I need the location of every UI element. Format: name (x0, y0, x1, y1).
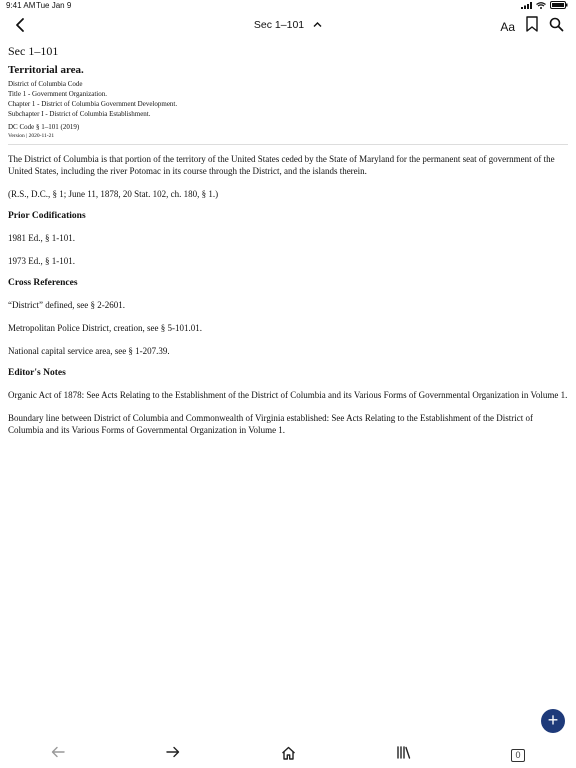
prior-codifications-heading: Prior Codifications (8, 211, 86, 221)
editor-note: Boundary line between District of Columbia and Commonwealth of Virginia established: See Acts Relating to the Establishment of the District of Columbia and its Various Forms of Governmental Organization in Volume 1. (8, 413, 534, 435)
plus-icon: + (547, 710, 559, 730)
version: Version | 2020-11-21 (8, 133, 55, 139)
add-button[interactable] (541, 709, 565, 733)
prior-codification: 1973 Ed., § 1-101. (8, 256, 75, 266)
battery-icon (550, 1, 568, 9)
back-nav-button[interactable] (49, 746, 67, 762)
nav-actions (500, 16, 564, 37)
tabs-button[interactable] (509, 746, 527, 762)
title-line: Title 1 - Government Organization. (8, 90, 107, 98)
cross-reference: Metropolitan Police District, creation, see § 5-101.01. (8, 323, 202, 333)
code-name: District of Columbia Code (8, 80, 83, 88)
cross-reference: National capital service area, see § 1-207.39. (8, 346, 170, 356)
nav-bar (0, 12, 576, 40)
editors-notes-heading: Editor's Notes (8, 368, 66, 378)
status-time: 9:41 AM (6, 1, 36, 10)
section-title-button[interactable] (0, 19, 576, 31)
home-icon (281, 746, 296, 760)
search-button[interactable] (549, 17, 564, 37)
signal-icon (521, 2, 532, 9)
library-icon (396, 746, 411, 759)
cross-reference: “District” defined, see § 2-2601. (8, 300, 125, 310)
home-button[interactable] (279, 746, 297, 762)
status-date: Tue Jan 9 (36, 1, 72, 10)
forward-nav-button[interactable] (164, 746, 182, 762)
wifi-icon (536, 2, 546, 9)
tabs-icon: 0 (511, 749, 525, 762)
document-content (8, 42, 568, 447)
status-bar (0, 0, 576, 12)
subchapter-line: Subchapter I - District of Columbia Establishment. (8, 110, 151, 118)
history-note: (R.S., D.C., § 1; June 11, 1878, 20 Stat. 102, ch. 180, § 1.) (8, 189, 219, 199)
editor-note: Organic Act of 1878: See Acts Relating to the Establishment of the District of Columbia and its Various Forms of Governmental Organization in Volume 1. (8, 390, 568, 400)
bottom-toolbar (0, 738, 576, 768)
prior-codification: 1981 Ed., § 1-101. (8, 233, 75, 243)
search-icon (549, 17, 564, 32)
bookmark-button[interactable] (525, 16, 539, 37)
section-metadata (8, 79, 568, 119)
library-button[interactable] (394, 746, 412, 762)
body-paragraph: The District of Columbia is that portion of the territory of the United States ceded by the State of Maryland for the permanent seat of government of the United States, including the river Potomac in its course through the District, and the islands therein. (8, 154, 555, 176)
cross-references-heading: Cross References (8, 278, 78, 288)
nav-title-text: Sec 1–101 (253, 19, 305, 31)
arrow-right-icon (166, 746, 180, 758)
section-heading: Territorial area. (8, 64, 84, 76)
chevron-up-icon (313, 20, 322, 30)
divider (8, 144, 568, 145)
section-number: Sec 1–101 (8, 44, 59, 58)
chapter-line: Chapter 1 - District of Columbia Government Development. (8, 100, 178, 108)
citation: DC Code § 1–101 (2019) (8, 123, 80, 131)
status-icons (521, 1, 568, 9)
font-size-button[interactable]: Aa (500, 19, 515, 34)
arrow-left-icon (51, 746, 65, 758)
bookmark-icon (525, 16, 539, 32)
